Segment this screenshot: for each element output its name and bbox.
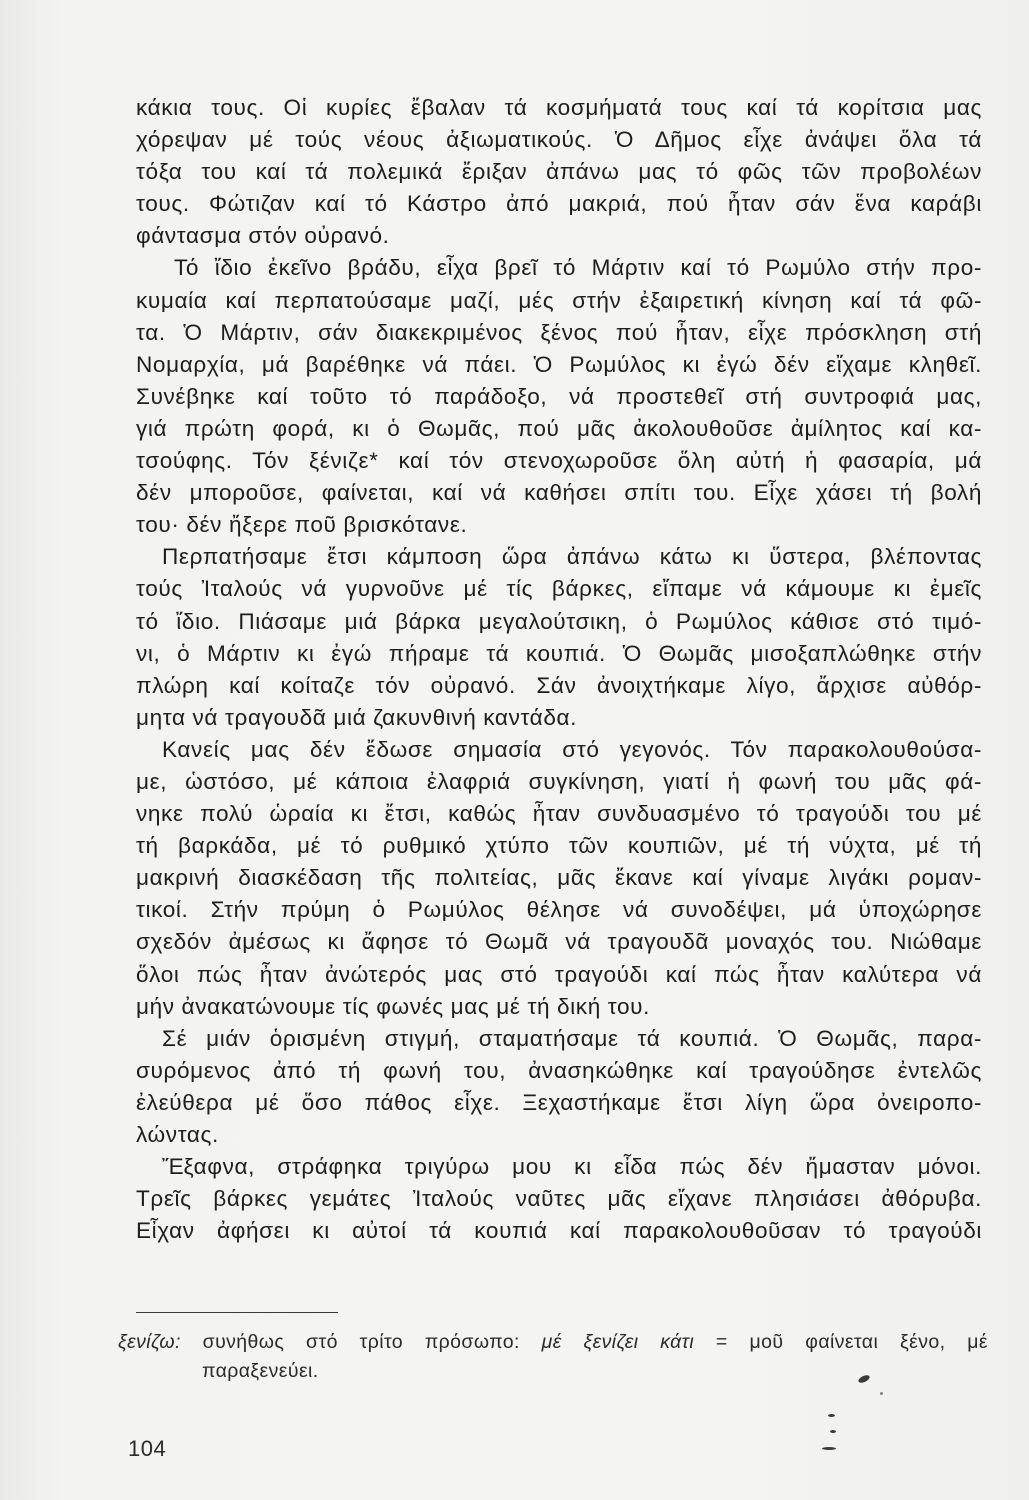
text-line: τόξα του καί τά πολεμικά ἔριξαν ἀπάνω μας τό φῶς τῶν προβολέων <box>136 159 982 185</box>
footnote-line <box>118 1328 988 1357</box>
text-line: κάκια τους. Οἱ κυρίες ἔβαλαν τά κοσμήματά τους καί τά κορίτσια μας <box>136 95 982 120</box>
text-line: Τό ἴδιο ἐκεῖνο βράδυ, εἶχα βρεῖ τό Μάρτιν καί τό Ρωμύλο στήν προ- <box>174 255 982 281</box>
text-line: τικοί. Στήν πρύμη ὁ Ρωμύλος θέλησε νά συνοδέψει, μά ὑποχώρησε <box>136 897 982 923</box>
text-line: ἐλεύθερα μέ ὅσο πάθος εἶχε. Ξεχαστήκαμε ἔτσι λίγη ὥρα ὀνειροπο- <box>136 1089 982 1115</box>
text-line: Περπατήσαμε ἔτσι κάμποση ὥρα ἀπάνω κάτω κι ὕστερα, βλέποντας <box>162 544 982 570</box>
text-line: του· δέν ἤξερε ποῦ βρισκότανε. <box>136 512 468 538</box>
text-line: συρόμενος ἀπό τή φωνή του, ἀνασηκώθηκε καί τραγούδησε ἐντελῶς <box>136 1057 982 1083</box>
text-line: Κανείς μας δέν ἔδωσε σημασία στό γεγονός. Τόν παρακολουθούσα- <box>162 736 982 762</box>
text-line: δέν μποροῦσε, φαίνεται, καί νά καθήσει σπίτι του. Εἶχε χάσει τή βολή <box>136 480 982 506</box>
footnote-example: μέ ξενίζει κάτι <box>541 1331 695 1353</box>
text-line: Τρεῖς βάρκες γεμάτες Ἰταλούς ναῦτες μᾶς εἴχανε πλησιάσει ἀθόρυβα. <box>136 1186 982 1212</box>
footnote-text: = μοῦ φαίνεται ξένο, μέ <box>694 1331 988 1353</box>
text-line: τους. Φώτιζαν καί τό Κάστρο ἀπό μακριά, πού ἦταν σάν ἕνα καράβι <box>136 191 982 217</box>
text-line: με, ὡστόσο, μέ κάποια ἐλαφριά συγκίνηση, γιατί ἡ φωνή του μᾶς φά- <box>136 768 982 794</box>
text-line: τα. Ὁ Μάρτιν, σάν διακεκριμένος ξένος πού ἦταν, εἶχε πρόσκληση στή <box>136 319 982 345</box>
text-line: σχεδόν ἀμέσως κι ἄφησε τό Θωμᾶ νά τραγουδᾶ μοναχός του. Νιώθαμε <box>136 929 982 955</box>
text-line: νηκε πολύ ὡραία κι ἔτσι, καθώς ἦταν συνδυασμένο τό τραγούδι του μέ <box>136 801 982 827</box>
text-line: τούς Ἰταλούς νά γυρνοῦνε μέ τίς βάρκες, εἴπαμε νά κάμουμε κι ἐμεῖς <box>136 576 982 602</box>
text-line: Εἶχαν ἀφήσει κι αὐτοί τά κουπιά καί παρακολουθοῦσαν τό τραγούδι <box>136 1218 982 1244</box>
text-line: Σέ μιάν ὁρισμένη στιγμή, σταματήσαμε τά κουπιά. Ὁ Θωμᾶς, παρα- <box>162 1025 982 1051</box>
text-line: φάντασμα στόν οὐρανό. <box>136 223 390 249</box>
text-line: κυμαία καί περπατούσαμε μαζί, μές στήν ἐξαιρετική κίνηση καί τά φῶ- <box>136 287 982 313</box>
text-line: λώντας. <box>136 1122 219 1147</box>
ink-speck <box>828 1414 835 1417</box>
text-line: Συνέβηκε καί τοῦτο τό παράδοξο, νά προστεθεῖ στή συντροφιά μας, <box>136 383 982 409</box>
footnote-divider <box>136 1312 338 1313</box>
text-line: Ἔξαφνα, στράφηκα τριγύρω μου κι εἶδα πώς δέν ἤμασταν μόνοι. <box>162 1154 982 1180</box>
footnote-line: παραξενεύει. <box>202 1360 319 1382</box>
body-text <box>136 92 982 1247</box>
text-line: τό ἴδιο. Πιάσαμε μιά βάρκα μεγαλούτσικη, ὁ Ρωμύλος κάθισε στό τιμό- <box>136 608 982 634</box>
text-line: Νομαρχία, μά βαρέθηκε νά πάει. Ὁ Ρωμύλος κι ἐγώ δέν εἴχαμε κληθεῖ. <box>136 351 982 377</box>
ink-speck <box>880 1392 883 1395</box>
text-line: τσούφης. Τόν ξένιζε* καί τόν στενοχωροῦσε ὅλη αὐτή ἡ φασαρία, μά <box>136 448 982 474</box>
text-line: τή βαρκάδα, μέ τό ρυθμικό χτύπο τῶν κουπιῶν, μέ τή νύχτα, μέ τή <box>136 833 982 859</box>
footnote <box>118 1328 988 1386</box>
ink-speck <box>830 1430 836 1433</box>
footnote-text: συνήθως στό τρίτο πρόσωπο: <box>180 1331 542 1353</box>
text-line: μήν ἀνακατώνουμε τίς φωνές μας μέ τή δική του. <box>136 993 650 1019</box>
text-line: μητα νά τραγουδᾶ μιά ζακυνθινή καντάδα. <box>136 704 578 730</box>
text-line: ὅλοι πώς ἦταν ἀνώτερός μας στό τραγούδι καί πώς ἦταν καλύτερα νά <box>136 961 982 987</box>
text-line: χόρεψαν μέ τούς νέους ἀξιωματικούς. Ὁ Δῆμος εἶχε ἀνάψει ὅλα τά <box>136 127 982 153</box>
text-line: πλώρη καί κοίταζε τόν οὐρανό. Σάν ἀνοιχτήκαμε λίγο, ἄρχισε αὐθόρ- <box>136 672 982 698</box>
footnote-term: ξενίζω: <box>118 1331 181 1353</box>
ink-speck <box>822 1447 836 1450</box>
text-line: μακρινή διασκέδαση τῆς πολιτείας, μᾶς ἔκανε καί γίναμε λιγάκι ρομαν- <box>136 865 982 891</box>
text-line: νι, ὁ Μάρτιν κι ἐγώ πήραμε τά κουπιά. Ὁ Θωμᾶς μισοξαπλώθηκε στήν <box>136 640 982 666</box>
text-line: γιά πρώτη φορά, κι ὁ Θωμᾶς, πού μᾶς ἀκολουθοῦσε ἀμίλητος καί κα- <box>136 415 982 441</box>
page-number: 104 <box>128 1436 167 1461</box>
